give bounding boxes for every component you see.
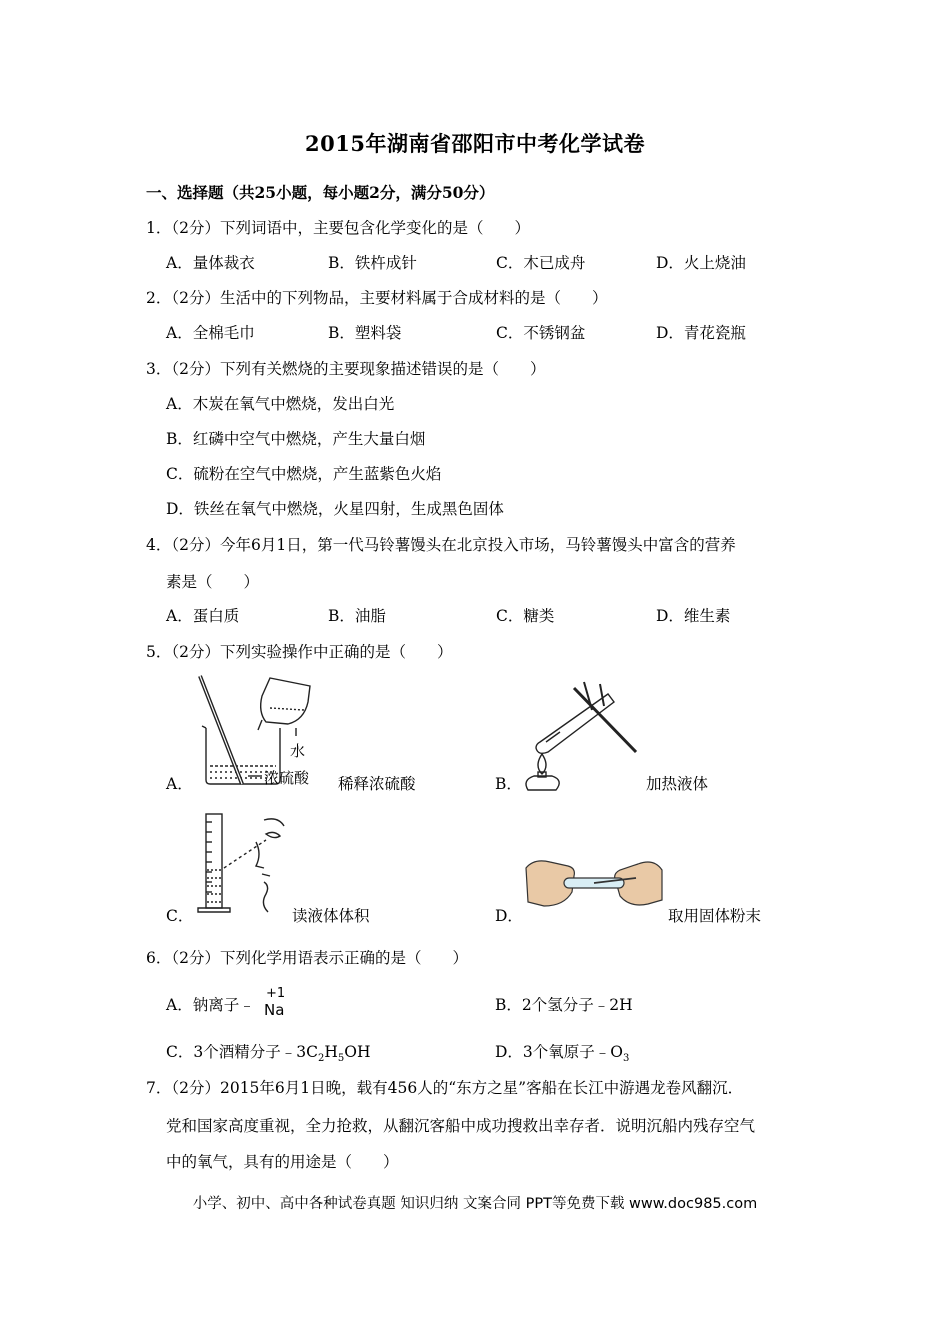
q5-option-d-caption: 取用固体粉末 bbox=[668, 907, 762, 925]
q2-option-b: B．塑料袋 bbox=[328, 324, 402, 342]
q3-option-d: D．铁丝在氧气中燃烧，火星四射，生成黑色固体 bbox=[166, 500, 504, 518]
q2-option-d: D．青花瓷瓶 bbox=[656, 324, 746, 342]
question-5-stem: 5．（2分）下列实验操作中正确的是（ ） bbox=[146, 643, 453, 661]
q6-option-d-sub-3: 3 bbox=[623, 1053, 630, 1065]
q6-option-a bbox=[166, 995, 255, 1015]
q6-option-a-symbol: Na bbox=[264, 1001, 285, 1019]
q6-option-b: B．2个氢分子﹣2H bbox=[495, 996, 633, 1014]
q5-option-a-caption: 稀释浓硫酸 bbox=[338, 775, 416, 793]
question-1-stem: 1．（2分）下列词语中，主要包含化学变化的是（ ） bbox=[146, 219, 530, 237]
q2-option-a: A．全棉毛巾 bbox=[166, 324, 255, 342]
q6-option-d-prefix: D．3个氧原子﹣O bbox=[495, 1043, 623, 1061]
q6-option-c-tail: OH bbox=[344, 1043, 371, 1061]
question-3-stem: 3．（2分）下列有关燃烧的主要现象描述错误的是（ ） bbox=[146, 360, 546, 378]
q5-option-d-letter: D． bbox=[495, 907, 523, 925]
question-7-line3: 中的氧气，具有的用途是（ ） bbox=[166, 1153, 399, 1171]
question-2-stem: 2．（2分）生活中的下列物品，主要材料属于合成材料的是（ ） bbox=[146, 289, 608, 307]
q6-option-a-text: A．钠离子﹣ bbox=[166, 996, 255, 1014]
q5-option-b-letter: B． bbox=[495, 775, 522, 793]
question-4-stem-line2: 素是（ ） bbox=[166, 573, 260, 591]
q6-option-a-charge: +1 bbox=[266, 986, 286, 1001]
question-4-stem-line1: 4．（2分）今年6月1日，第一代马铃薯馒头在北京投入市场，马铃薯馒头中富含的营养 bbox=[146, 536, 736, 554]
q6-option-c-h: H bbox=[324, 1043, 338, 1061]
q6-option-c-sub-5: 5 bbox=[337, 1053, 345, 1065]
page-title: 2015年湖南省邵阳市中考化学试卷 bbox=[305, 131, 645, 156]
q4-option-c: C．糖类 bbox=[496, 607, 555, 625]
q5-option-a-letter: A． bbox=[166, 775, 193, 793]
q1-option-c: C．木已成舟 bbox=[496, 254, 586, 272]
q3-option-b: B．红磷中空气中燃烧，产生大量白烟 bbox=[166, 430, 426, 448]
q3-option-c: C．硫粉在空气中燃烧，产生蓝紫色火焰 bbox=[166, 465, 442, 483]
q5-option-c-caption: 读液体体积 bbox=[292, 907, 370, 925]
q4-option-d: D．维生素 bbox=[656, 607, 731, 625]
figure-heat-liquid bbox=[520, 680, 644, 792]
q6-option-c bbox=[166, 1042, 370, 1069]
label-concentrated-acid: 浓硫酸 bbox=[264, 769, 310, 787]
q4-option-a: A．蛋白质 bbox=[166, 607, 240, 625]
page-footer: 小学、初中、高中各种试卷真题 知识归纳 文案合同 PPT等免费下载 www.doc985.com bbox=[192, 1196, 758, 1212]
q5-option-b-caption: 加热液体 bbox=[646, 775, 709, 793]
q2-option-c: C．不锈钢盆 bbox=[496, 324, 586, 342]
q6-option-c-prefix: C．3个酒精分子﹣3C bbox=[166, 1043, 318, 1061]
q1-option-b: B．铁杵成针 bbox=[328, 254, 417, 272]
q5-option-c-letter: C． bbox=[166, 907, 194, 925]
figure-dilute-acid bbox=[192, 672, 342, 790]
q3-option-a: A．木炭在氧气中燃烧，发出白光 bbox=[166, 395, 395, 413]
figure-solid-powder bbox=[524, 852, 664, 914]
question-7-line2: 党和国家高度重视，全力抢救，从翻沉客船中成功搜救出幸存者．说明沉船内残存空气 bbox=[166, 1117, 756, 1135]
question-7-line1: 7．（2分）2015年6月1日晚，载有456人的“东方之星”客船在长江中游遇龙卷风翻沉． bbox=[146, 1079, 744, 1097]
q6-option-d bbox=[495, 1042, 629, 1069]
q1-option-a: A．量体裁衣 bbox=[166, 254, 255, 272]
section-heading: 一、选择题（共25小题，每小题2分，满分50分） bbox=[146, 183, 495, 202]
q4-option-b: B．油脂 bbox=[328, 607, 386, 625]
q6-option-c-sub-2: 2 bbox=[317, 1053, 325, 1065]
question-6-stem: 6．（2分）下列化学用语表示正确的是（ ） bbox=[146, 949, 468, 967]
q1-option-d: D．火上烧油 bbox=[656, 254, 746, 272]
figure-read-volume bbox=[194, 812, 290, 916]
label-water: 水 bbox=[290, 742, 306, 760]
